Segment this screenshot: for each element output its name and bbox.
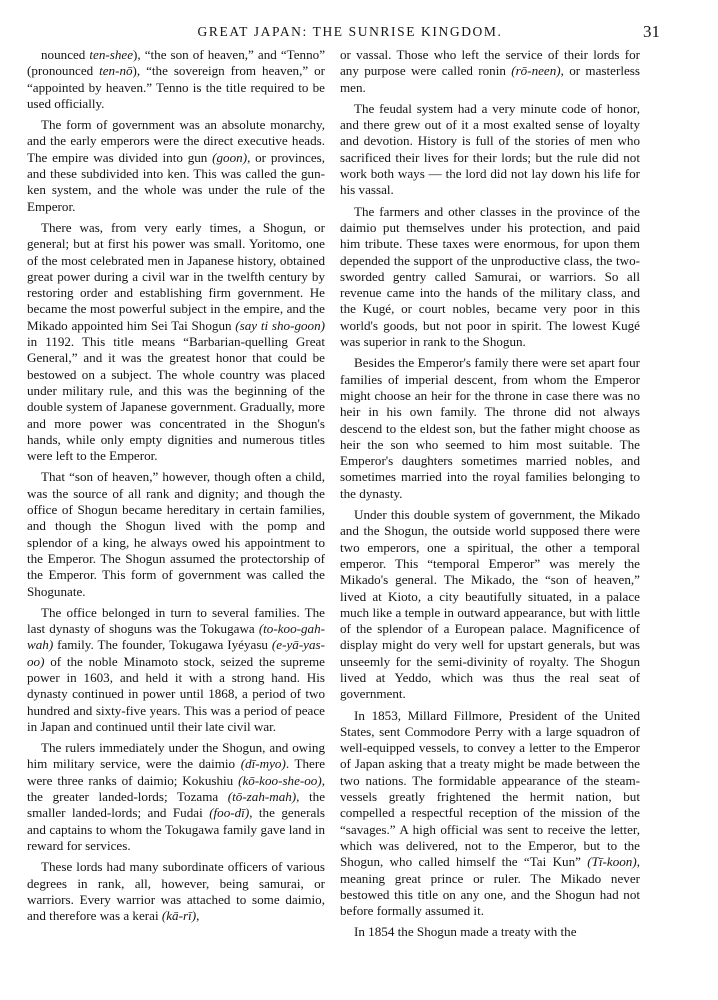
italic-pronunciation: (Tī-koon) [587, 854, 637, 870]
paragraph: The office belonged in turn to several families. The last dynasty of shoguns was the Tokugawa (to-koo-gah-wah) family. The founder, Tokugawa Iyéyasu (e-yā-yas-oo) of the noble Minamoto stock, seized the supreme power in 1603, and held it with a strong hand. His dynasty continued in power until 1868, a period of two hundred and sixty-five years. This was a period of peace in Japan and continued until their late civil war. [27, 604, 325, 734]
italic-pronunciation: ten-shee [89, 47, 134, 62]
italic-pronunciation: (kō-koo-she-oo) [238, 772, 322, 788]
paragraph: There was, from very early times, a Shogun, or general; but at first his power was small. Yoritomo, one of the most celebrated men in Japanese history, obtained great power during a civil war in the twelfth century by restoring order and establishing firm government. He became the most powerful subject in the empire, and the Mikado appointed him Sei Tai Shogun (say ti sho-goon) in 1192. This title means “Barbarian-quelling Great General,” and it was the greatest honor that could be bestowed on a subject. The whole country was placed under military rule, and this was the beginning of the double system of Japanese government. Gradually, more and more power was concentrated in the Shogun's hands, while only empty dignities and numerous titles were left to the Emperor. [27, 219, 325, 464]
paragraph: These lords had many subordinate officers of various degrees in rank, all, however, being samurai, or warriors. Every warrior was attached to some daimio, and therefore was a kerai (kā-rī), [27, 859, 325, 924]
italic-pronunciation: (to-koo-gah-wah) [27, 621, 325, 653]
italic-pronunciation: (say ti sho-goon) [235, 317, 325, 333]
page-header [40, 22, 660, 44]
paragraph: That “son of heaven,” however, though often a child, was the source of all rank and dignity; and though the office of Shogun became hereditary in certain families, and though the Shogun lived with the pomp and splendor of a king, he always owed his appointment to the Emperor. The Shogun assumed the protectorship of the Emperor. This form of government was called the Shogunate. [27, 469, 325, 599]
paragraph: In 1853, Millard Fillmore, President of the United States, sent Commodore Perry with a large squadron of well-equipped vessels, to convey a letter to the Emperor of Japan asking that a treaty might be made between the two nations. The formidable appearance of the steam-vessels greatly frightened the hermit nation, but compelled a respectful reception of the mission of the “savages.” A high official was sent to receive the letter, which was delivered, not to the Emperor, but to the Shogun, who called himself the “Tai Kun” (Tī-koon), meaning great prince or ruler. The Mikado never bestowed this title on any one, and the Shogun had not before formally assumed it. [340, 707, 640, 919]
left-text-column [27, 47, 325, 929]
paragraph: The rulers immediately under the Shogun, and owing him military service, were the daimio (dī-myo). There were three ranks of daimio; Kokushiu (kō-koo-she-oo), the greater landed-lords; Tozama (tō-zah-mah), the smaller landed-lords; and Fudai (foo-dī), the generals and captains to whom the Tokugawa family gave land in reward for services. [27, 740, 326, 853]
italic-pronunciation: (kā-rī) [161, 908, 197, 924]
paragraph: Under this double system of government, the Mikado and the Shogun, the outside world supposed there were two emperors, one a spiritual, the other a temporal emperor. This “temporal Emperor” was merely the Mikado's general. The Mikado, the “son of heaven,” lived at Kioto, a city beautifully situated, in a palace much like a temple in outward appearance, but with little of the splendor of a European palace. Magnificence of display might do very well for upstart generals, but was unseemly for the semi-divinity of royalty. The Shogun lived at Yeddo, which was thus the real seat of government. [340, 507, 640, 702]
paragraph: Besides the Emperor's family there were set apart four families of imperial descent, from whom the Emperor might choose an heir for the throne in case there was no heir in his own family. The throne did not always descend to the eldest son, but the father might choose as heir the son who seemed to him most suitable. The Emperor's daughters sometimes married nobles, and sometimes married into the royal families belonging to the dynasty. [340, 355, 640, 501]
right-text-column [340, 47, 640, 946]
italic-pronunciation: (dī-myo) [240, 756, 286, 772]
paragraph: nounced ten-shee), “the son of heaven,” and “Tenno” (pronounced ten-nō), “the sovereign from heaven,” or “appointed by heaven.” Tenno is the title required to be used officially. [27, 47, 326, 111]
page-number: 31 [643, 22, 660, 41]
running-title: GREAT JAPAN: THE SUNRISE KINGDOM. [197, 24, 503, 39]
italic-pronunciation: (foo-dī) [209, 805, 250, 821]
paragraph: or vassal. Those who left the service of their lords for any purpose were called ronin (rō-neen), or masterless men. [340, 47, 640, 95]
paragraph: The form of government was an absolute monarchy, and the early emperors were the direct executive heads. The empire was divided into gun (goon), or provinces, and these subdivided into ken. This was called the gun-ken system, and the whole was under the rule of the Emperor. [27, 117, 326, 214]
paragraph: In 1854 the Shogun made a treaty with the [354, 924, 577, 940]
italic-pronunciation: ten-nō [99, 63, 133, 79]
paragraph: The feudal system had a very minute code of honor, and there grew out of it a most exalted sense of loyalty and devotion. History is full of the stories of men who sacrificed their lives for their lords; but the rule did not work both ways — the lord did not lay down his life for his vassal. [340, 100, 640, 198]
italic-pronunciation: (rō-neen) [511, 63, 561, 79]
italic-pronunciation: (goon) [212, 149, 248, 165]
paragraph: The farmers and other classes in the province of the daimio put themselves under his protection, and paid him tribute. These taxes were enormous, for upon them depended the support of the unproductive class, the two-sworded gentry called Samurai, or warriors. So all revenue came into the hands of the military class, and the Kugé, or court nobles, became very poor in this world's goods, but not poor in spirit. The lowest Kugé was superior in rank to the Shogun. [340, 203, 640, 350]
italic-pronunciation: (e-yā-yas-oo) [27, 637, 325, 669]
italic-pronunciation: (tō-zah-mah) [227, 789, 297, 805]
